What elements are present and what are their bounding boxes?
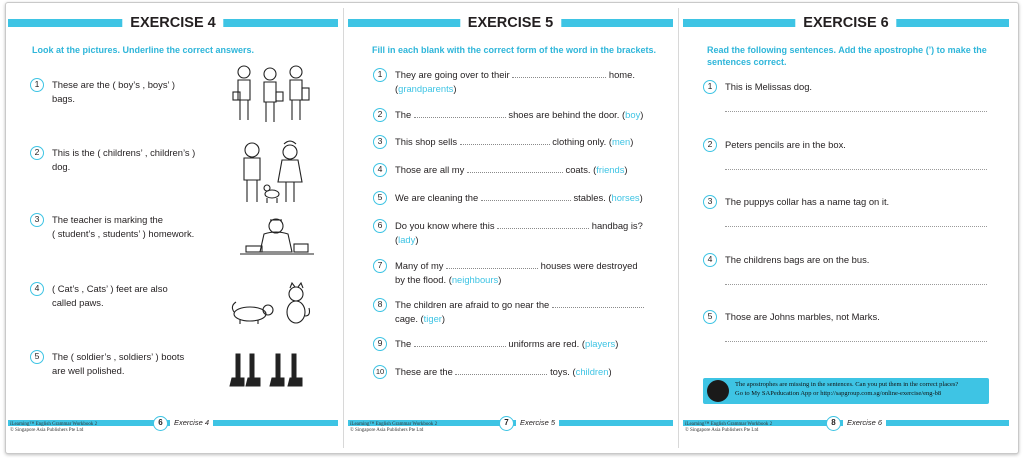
banner-line: The apostrophes are missing in the sentences. Can you put them in the correct places? xyxy=(735,381,959,388)
bracket-open: ( xyxy=(420,312,424,324)
bracket-open: ( xyxy=(572,366,576,377)
question-number: 8 xyxy=(373,298,387,312)
credit-line: © Singapore Asia Publishers Pte Ltd xyxy=(685,428,759,433)
question-text: handbag is? xyxy=(591,220,643,231)
answer-blank[interactable] xyxy=(446,260,538,269)
page-divider xyxy=(678,8,679,448)
bracket-open: ( xyxy=(608,136,612,147)
bracket-close: ) xyxy=(441,312,446,324)
question-number: 3 xyxy=(703,195,717,209)
question-text: uniforms are red. xyxy=(508,338,580,349)
answer-blank[interactable] xyxy=(460,136,550,145)
hint-word: boy xyxy=(625,109,641,120)
question-number: 3 xyxy=(30,213,44,227)
footer-exercise-label: Exercise 5 xyxy=(516,416,559,429)
question-number: 4 xyxy=(703,253,717,267)
question-text: toys. xyxy=(550,366,570,377)
hint-word: tiger xyxy=(423,312,442,324)
bracket-open: ( xyxy=(395,82,399,94)
credit-line: iLearning™ English Grammar Workbook 2 xyxy=(685,422,773,427)
hint-word: lady xyxy=(398,233,416,245)
credit-line: © Singapore Asia Publishers Pte Ltd xyxy=(10,428,84,433)
page-number: 6 xyxy=(153,416,168,431)
question-text: The puppys collar has a name tag on it. xyxy=(725,196,890,207)
exercise-5-title: EXERCISE 5 xyxy=(460,14,561,32)
question-text: coats. xyxy=(565,164,591,175)
question-text: Many of my xyxy=(395,260,444,271)
credit-line: © Singapore Asia Publishers Pte Ltd xyxy=(350,428,424,433)
answer-line[interactable] xyxy=(725,169,987,170)
question-text[interactable]: dog. xyxy=(52,160,71,172)
answer-line[interactable] xyxy=(725,284,987,285)
teacher-marking-illustration xyxy=(236,214,318,262)
answer-blank[interactable] xyxy=(512,69,606,78)
question-text: by the flood. xyxy=(395,273,447,285)
boys-with-bags-illustration xyxy=(230,62,312,128)
bracket-open: ( xyxy=(593,164,597,175)
question-number: 5 xyxy=(30,350,44,364)
exercise-4-title: EXERCISE 4 xyxy=(122,14,223,32)
question-number: 1 xyxy=(373,68,387,82)
credit-line: iLearning™ English Grammar Workbook 2 xyxy=(10,422,98,427)
question-text: This is Melissas dog. xyxy=(725,81,813,92)
question-number: 6 xyxy=(373,219,387,233)
question-text: The xyxy=(395,338,412,349)
question-number: 7 xyxy=(373,259,387,273)
question-number: 3 xyxy=(373,135,387,149)
question-text: Do you know where this xyxy=(395,220,495,231)
answer-blank[interactable] xyxy=(467,164,563,173)
question-text: This shop sells xyxy=(395,136,458,147)
bracket-close: ) xyxy=(615,338,619,349)
bracket-open: ( xyxy=(622,109,626,120)
bracket-open: ( xyxy=(395,233,399,245)
question-number: 4 xyxy=(30,282,44,296)
exercise-6-title: EXERCISE 6 xyxy=(795,14,896,32)
question-text: home. xyxy=(608,69,635,80)
hint-word: children xyxy=(575,366,609,377)
question-number: 2 xyxy=(30,146,44,160)
question-text: Those are Johns marbles, not Marks. xyxy=(725,311,880,322)
exercise-4-header xyxy=(8,14,338,36)
exercise-5-header xyxy=(348,14,673,36)
question-number: 5 xyxy=(373,191,387,205)
page-number: 7 xyxy=(499,416,514,431)
online-exercise-banner[interactable] xyxy=(703,378,989,404)
banner-line[interactable]: Go to My SAPeducation App or http://sapgroup.com.sg/online-exercise/eng-b8 xyxy=(735,389,942,397)
page-exercise-5 xyxy=(348,10,673,445)
page-exercise-4 xyxy=(8,10,338,445)
bracket-open: ( xyxy=(608,192,612,203)
answer-line[interactable] xyxy=(725,226,987,227)
exercise-6-header xyxy=(683,14,1009,36)
bracket-open: ( xyxy=(581,338,585,349)
question-text[interactable]: These are the ( boy’s , boys’ ) xyxy=(52,79,175,90)
question-number: 4 xyxy=(373,163,387,177)
bracket-close: ) xyxy=(498,273,502,285)
cats-illustration xyxy=(228,282,316,328)
question-number: 2 xyxy=(703,138,717,152)
publisher-credit xyxy=(350,422,437,434)
question-text: cage. xyxy=(395,312,418,324)
bracket-close: ) xyxy=(640,109,644,120)
question-text[interactable]: ( student’s , students’ ) homework. xyxy=(52,227,195,239)
banner-text xyxy=(735,381,987,398)
hint-word: horses xyxy=(611,192,640,203)
children-with-dog-illustration xyxy=(234,138,310,208)
question-number: 1 xyxy=(30,78,44,92)
question-text: The childrens bags are on the bus. xyxy=(725,254,870,265)
exercise-4-instruction: Look at the pictures. Underline the correct answers. xyxy=(32,45,255,55)
question-text[interactable]: called paws. xyxy=(52,296,104,308)
question-text: The xyxy=(395,109,412,120)
question-number: 1 xyxy=(703,80,717,94)
hint-word: grandparents xyxy=(398,82,454,94)
answer-blank[interactable] xyxy=(552,299,644,308)
answer-line[interactable] xyxy=(725,341,987,342)
question-text: Those are all my xyxy=(395,164,465,175)
credit-line: iLearning™ English Grammar Workbook 2 xyxy=(350,422,438,427)
footer-exercise-label: Exercise 4 xyxy=(170,416,213,429)
question-text: clothing only. xyxy=(552,136,607,147)
answer-blank[interactable] xyxy=(455,366,547,375)
page-divider xyxy=(343,8,344,448)
question-text[interactable]: The ( soldier’s , soldiers’ ) boots xyxy=(52,351,185,362)
question-text: We are cleaning the xyxy=(395,192,479,203)
question-text: stables. xyxy=(573,192,606,203)
footer-exercise-label: Exercise 6 xyxy=(843,416,886,429)
hint-word: friends xyxy=(596,164,625,175)
question-text[interactable]: bags. xyxy=(52,92,75,104)
bracket-close: ) xyxy=(453,82,457,94)
bracket-close: ) xyxy=(639,192,643,203)
question-text[interactable]: are well polished. xyxy=(52,364,125,376)
question-number: 9 xyxy=(373,337,387,351)
bracket-close: ) xyxy=(630,136,634,147)
answer-blank[interactable] xyxy=(414,338,506,347)
publisher-credit xyxy=(10,422,97,434)
question-text: The children are afraid to go near the xyxy=(395,299,550,310)
bracket-close: ) xyxy=(624,164,628,175)
hint-word: men xyxy=(612,136,631,147)
exercise-5-instruction: Fill in each blank with the correct form of the word in the brackets. xyxy=(372,45,657,55)
question-text: Peters pencils are in the box. xyxy=(725,139,846,150)
bracket-close: ) xyxy=(415,233,419,245)
question-number: 10 xyxy=(373,365,387,379)
soldiers-boots-illustration xyxy=(228,350,314,394)
question-text[interactable]: The teacher is marking the xyxy=(52,214,163,225)
answer-blank[interactable] xyxy=(414,109,506,118)
question-text: houses were destroyed xyxy=(540,260,638,271)
question-text[interactable]: This is the ( childrens’ , children’s ) xyxy=(52,147,196,158)
question-text: shoes are behind the door. xyxy=(508,109,620,120)
bracket-open: ( xyxy=(448,273,452,285)
question-text: They are going over to their xyxy=(395,69,510,80)
question-number: 2 xyxy=(373,108,387,122)
answer-blank[interactable] xyxy=(481,192,571,201)
answer-blank[interactable] xyxy=(497,220,589,229)
answer-line[interactable] xyxy=(725,111,987,112)
bracket-close: ) xyxy=(608,366,612,377)
page-number: 8 xyxy=(826,416,841,431)
question-text: These are the xyxy=(395,366,453,377)
exercise-6-instruction: Read the following sentences. Add the apostrophe (’) to make the sentences correct. xyxy=(707,45,987,67)
hint-word: players xyxy=(584,338,616,349)
app-badge-icon xyxy=(707,380,729,402)
page-exercise-6 xyxy=(683,10,1009,445)
hint-word: neighbours xyxy=(451,273,499,285)
question-number: 5 xyxy=(703,310,717,324)
question-text[interactable]: ( Cat’s , Cats’ ) feet are also xyxy=(52,283,168,294)
publisher-credit xyxy=(685,422,772,434)
